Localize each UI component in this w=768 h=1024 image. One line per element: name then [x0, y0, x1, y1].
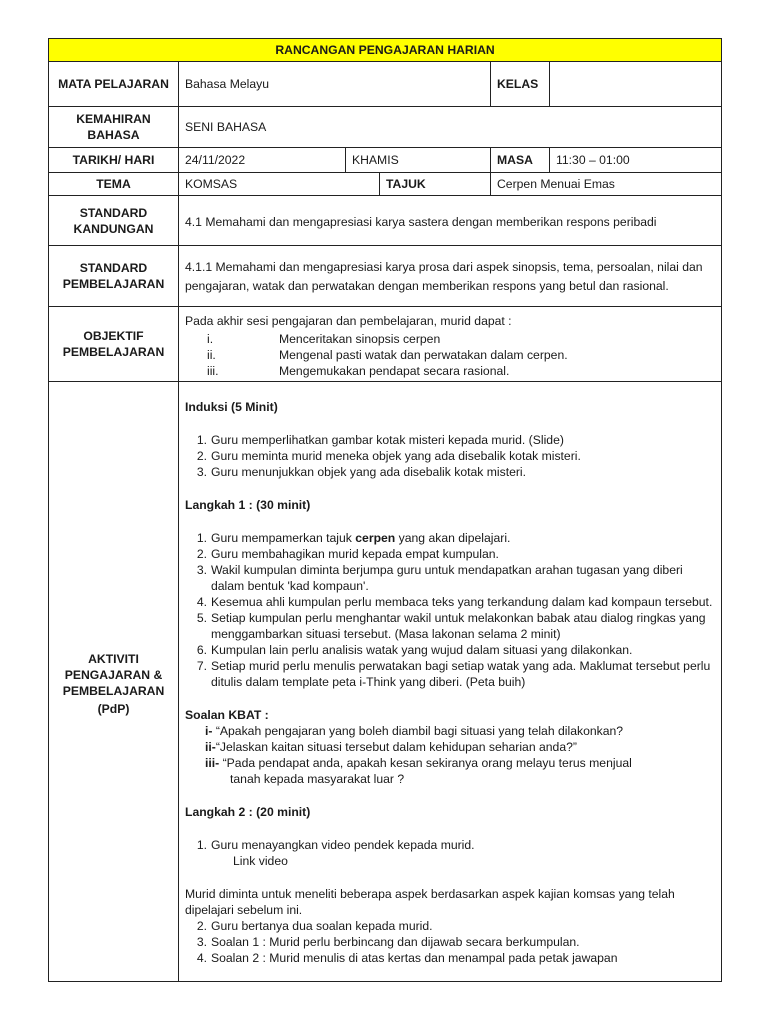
- label-tajuk: TAJUK: [380, 173, 491, 196]
- label-mata-pelajaran: MATA PELAJARAN: [49, 62, 179, 107]
- list-item: ii. Mengenal pasti watak dan perwatakan dalam cerpen.: [207, 347, 568, 362]
- objektif-cell: [179, 307, 722, 382]
- value-kemahiran-bahasa: SENI BAHASA: [179, 107, 722, 148]
- langkah1-title: Langkah 1 : (30 minit): [185, 498, 311, 512]
- label-aktiviti-cell: [49, 382, 179, 982]
- list-item: 2. Guru membahagikan murid kepada empat kumpulan.: [196, 547, 499, 561]
- list-item: 3. Wakil kumpulan diminta berjumpa guru untuk mendapatkan arahan tugasan yang diberi dalam bentuk 'kad kompaun'.: [196, 563, 683, 593]
- list-item: 2. Guru meminta murid meneka objek yang ada disebalik kotak misteri.: [196, 449, 581, 463]
- label-kelas: KELAS: [491, 62, 550, 107]
- kbat-title: Soalan KBAT :: [185, 708, 269, 722]
- label-kemahiran-bahasa: KEMAHIRAN BAHASA: [49, 107, 179, 148]
- list-item: 3. Soalan 1 : Murid perlu berbincang dan dijawab secara berkumpulan.: [196, 935, 580, 949]
- langkah2-list-a: [185, 837, 715, 853]
- induksi-title: Induksi (5 Minit): [185, 400, 278, 414]
- kbat-q3-cont: tanah kepada masyarakat luar ?: [230, 772, 405, 786]
- value-tarikh: 24/11/2022: [179, 148, 346, 173]
- label-standard-kandungan: STANDARD KANDUNGAN: [49, 196, 179, 246]
- plan-title: RANCANGAN PENGAJARAN HARIAN: [49, 39, 722, 62]
- label-tarikh-hari: TARIKH/ HARI: [49, 148, 179, 173]
- list-item: 7. Setiap murid perlu menulis perwatakan bagi setiap watak yang ada. Maklumat tersebut perlu ditulis dalam template peta i-Think yang diberi. (Peta buih): [196, 659, 711, 689]
- lesson-plan-table: [48, 38, 722, 982]
- list-item: 2. Guru bertanya dua soalan kepada murid.: [196, 919, 433, 933]
- list-item: 1. Guru memperlihatkan gambar kotak misteri kepada murid. (Slide): [196, 433, 564, 447]
- label-pdp: (PdP): [97, 701, 130, 716]
- kbat-q2: ii-“Jelaskan kaitan situasi tersebut dalam kehidupan seharian anda?”: [205, 740, 577, 754]
- langkah2-paragraph: Murid diminta untuk meneliti beberapa aspek berdasarkan aspek kajian komsas yang telah dipelajari sebelum ini.: [185, 887, 675, 917]
- langkah1-list: [185, 530, 715, 690]
- value-kelas: [550, 62, 722, 107]
- kbat-q1: i- “Apakah pengajaran yang boleh diambil bagi situasi yang telah dilakonkan?: [205, 724, 624, 738]
- value-tajuk: Cerpen Menuai Emas: [491, 173, 722, 196]
- aktiviti-cell: [179, 382, 722, 982]
- value-standard-pembelajaran: 4.1.1 Memahami dan mengapresiasi karya prosa dari aspek sinopsis, tema, persoalan, nilai dan pengajaran, watak dan perwatakan dengan memberikan respons yang betul dan rasional.: [179, 246, 722, 307]
- value-hari: KHAMIS: [346, 148, 491, 173]
- list-item: 4. Kesemua ahli kumpulan perlu membaca teks yang terkandung dalam kad kompaun tersebut.: [196, 595, 713, 609]
- list-item: 5. Setiap kumpulan perlu menghantar wakil untuk melakonkan babak atau dialog ringkas yang menggambarkan situasi tersebut. (Masa lakonan selama 2 minit): [196, 611, 706, 641]
- list-item: iii. Mengemukakan pendapat secara rasional.: [207, 363, 510, 378]
- langkah2-title: Langkah 2 : (20 minit): [185, 805, 311, 819]
- list-item: i. Menceritakan sinopsis cerpen: [207, 331, 441, 346]
- induksi-list: [185, 432, 715, 480]
- label-aktiviti: AKTIVITI PENGAJARAN & PEMBELAJARAN: [62, 651, 165, 698]
- label-objektif: OBJEKTIF PEMBELAJARAN: [49, 307, 179, 382]
- value-standard-kandungan: 4.1 Memahami dan mengapresiasi karya sastera dengan memberikan respons peribadi: [179, 196, 722, 246]
- value-tema: KOMSAS: [179, 173, 380, 196]
- value-mata-pelajaran: Bahasa Melayu: [179, 62, 491, 107]
- langkah2-list-b: [185, 918, 715, 966]
- link-video: Link video: [233, 854, 288, 868]
- kbat-questions: [185, 723, 715, 787]
- objektif-list: [185, 331, 715, 379]
- list-item: 1. Guru menayangkan video pendek kepada murid.: [196, 838, 475, 852]
- list-item: 1. Guru mempamerkan tajuk cerpen yang akan dipelajari.: [196, 531, 511, 545]
- kbat-q3: iii- “Pada pendapat anda, apakah kesan sekiranya orang melayu terus menjual: [205, 756, 632, 770]
- label-standard-pembelajaran: STANDARD PEMBELAJARAN: [49, 246, 179, 307]
- list-item: 3. Guru menunjukkan objek yang ada disebalik kotak misteri.: [196, 465, 527, 479]
- label-masa: MASA: [491, 148, 550, 173]
- label-tema: TEMA: [49, 173, 179, 196]
- list-item: 6. Kumpulan lain perlu analisis watak yang wujud dalam situasi yang dilakonkan.: [196, 643, 633, 657]
- value-masa: 11:30 – 01:00: [550, 148, 722, 173]
- list-item: 4. Soalan 2 : Murid menulis di atas kertas dan menampal pada petak jawapan: [196, 951, 618, 965]
- objektif-intro: Pada akhir sesi pengajaran dan pembelajaran, murid dapat :: [185, 313, 512, 328]
